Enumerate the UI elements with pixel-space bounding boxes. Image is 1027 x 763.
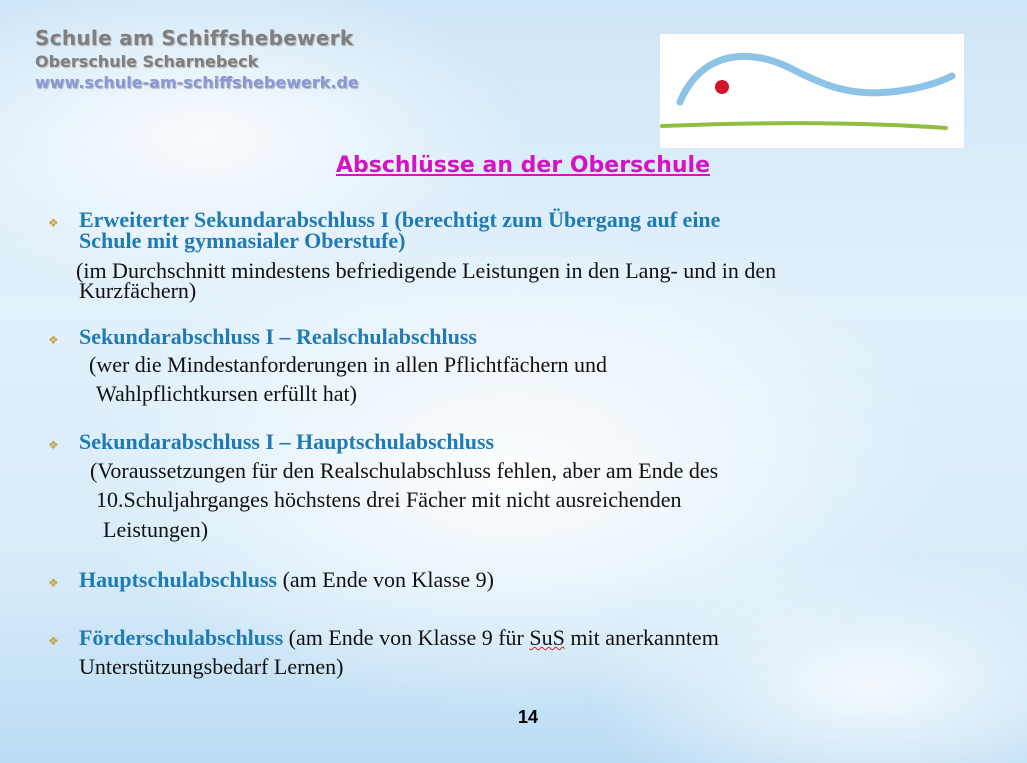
item-description: (im Durchschnitt mindestens befriedigende Leistungen in den Lang- und in den xyxy=(76,258,777,283)
diamond-bullet-icon: ❖ xyxy=(48,576,59,590)
school-header xyxy=(35,26,359,92)
item-description: (am Ende von Klasse 9 für xyxy=(288,625,524,650)
item-description: Leistungen) xyxy=(103,517,209,542)
item-description: (Voraussetzungen für den Realschulabschluss fehlen, aber am Ende des xyxy=(90,458,719,483)
diamond-bullet-icon: ❖ xyxy=(48,634,59,648)
item-description: (am Ende von Klasse 9) xyxy=(282,567,494,592)
diamond-bullet-icon: ❖ xyxy=(48,438,59,452)
school-website-link[interactable]: www.schule-am-schiffshebewerk.de xyxy=(35,73,359,92)
item-description: 10.Schuljahrganges höchstens drei Fächer mit nicht ausreichenden xyxy=(96,487,682,512)
item-heading-line: Schule mit gymnasialer Oberstufe) xyxy=(79,228,406,253)
item-description: Wahlpflichtkursen erfüllt hat) xyxy=(96,381,357,406)
diamond-bullet-icon: ❖ xyxy=(48,333,59,347)
item-heading-row xyxy=(79,625,999,650)
item-heading-line: Erweiterter Sekundarabschluss I (berechtigt zum Übergang auf eine xyxy=(79,207,721,232)
item-heading: Sekundarabschluss I – Realschulabschluss xyxy=(79,324,477,349)
logo-graphic-icon xyxy=(660,34,964,148)
item-description: (wer die Mindestanforderungen in allen Pflichtfächern und xyxy=(89,352,608,377)
school-name: Schule am Schiffshebewerk xyxy=(35,26,354,50)
item-heading: Förderschulabschluss xyxy=(79,625,284,650)
item-heading-row xyxy=(79,567,999,592)
school-logo xyxy=(660,34,964,148)
diamond-bullet-icon: ❖ xyxy=(48,216,59,230)
item-heading: Sekundarabschluss I – Hauptschulabschluss xyxy=(79,429,495,454)
spellcheck-word: SuS xyxy=(529,625,565,650)
page-title: Abschlüsse an der Oberschule xyxy=(335,153,711,178)
item-description: Unterstützungsbedarf Lernen) xyxy=(79,654,344,679)
page-number: 14 xyxy=(518,707,539,727)
item-heading: Hauptschulabschluss xyxy=(79,567,278,592)
school-type: Oberschule Scharnebeck xyxy=(35,52,259,71)
item-description: Kurzfächern) xyxy=(79,278,197,303)
item-description: mit anerkanntem xyxy=(570,625,719,650)
